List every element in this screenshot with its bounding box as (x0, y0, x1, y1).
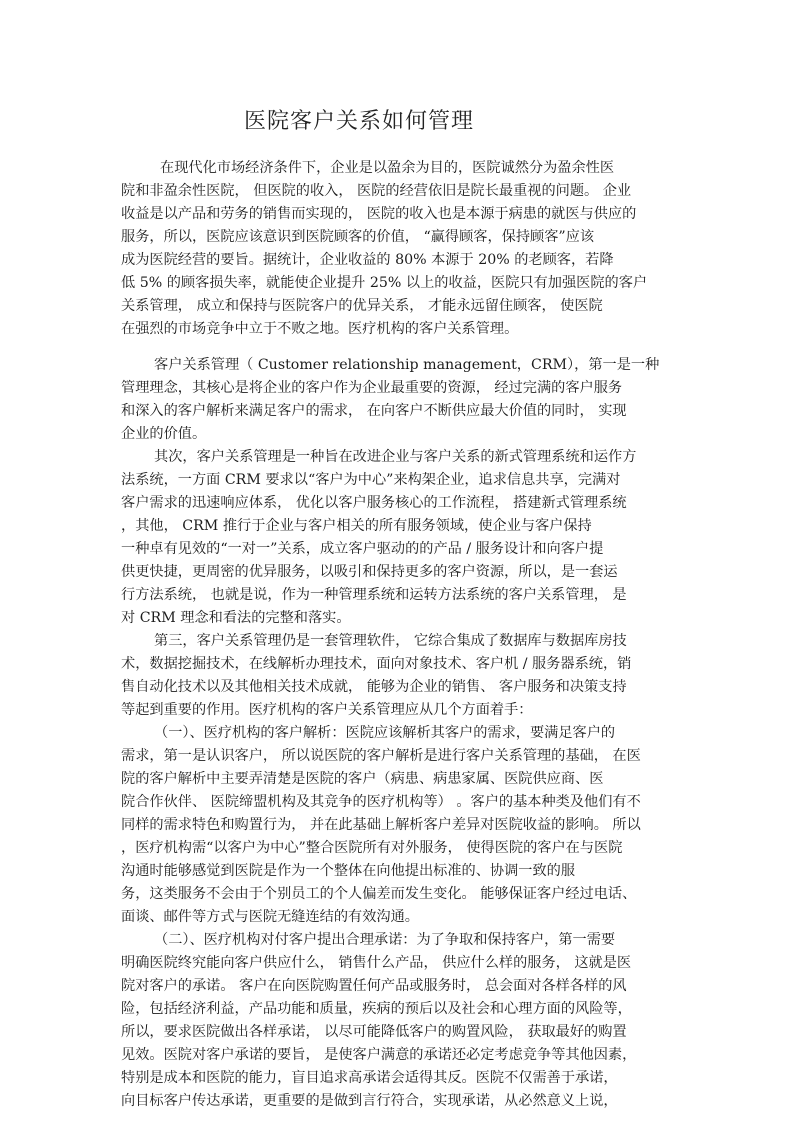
paragraph-line: 其次，客户关系管理是一种旨在改进企业与客户关系的新式管理系统和运作方 (154, 449, 637, 465)
paragraph-line: 服务，所以，医院应该意识到医院顾客的价值， “赢得顾客，保持顾客”应该 (121, 229, 595, 245)
paragraph-line: 特别是成本和医院的能力，盲目追求高承诺会适得其反。医院不仅需善于承诺， (121, 1070, 618, 1086)
paragraph-line: 院对客户的承诺。 客户在向医院购置任何产品或服务时， 总会面对各样各样的风 (121, 978, 627, 994)
paragraph-line: 见效。医院对客户承诺的要旨， 是使客户满意的承诺还必定考虑竞争等其他因素， (121, 1047, 637, 1063)
paragraph-line: ，医疗机构需“以客户为中心”整合医院所有对外服务， 使得医院的客户在与医院 (121, 840, 623, 856)
paragraph-line: 明确医院终究能向客户供应什么， 销售什么产品， 供应什么样的服务， 这就是医 (121, 955, 632, 971)
paragraph-line: 等起到重要的作用。医疗机构的客户关系管理应从几个方面着手： (121, 702, 533, 718)
paragraph-line: 和深入的客户解析来满足客户的需求， 在向客户不断供应最大价值的同时， 实现 (121, 403, 627, 419)
paragraph-line: 行方法系统， 也就是说，作为一种管理系统和运转方法系统的客户关系管理， 是 (121, 587, 627, 603)
document-title: 医院客户关系如何管理 (244, 109, 475, 134)
paragraph-line: 院合作伙伴、 医院缔盟机构及其竞争的医疗机构等） 。客户的基本种类及他们有不 (121, 794, 641, 810)
paragraph-line: 对 CRM 理念和看法的完整和落实。 (121, 610, 351, 626)
paragraph-line: 收益是以产品和劳务的销售而实现的， 医院的收入也是本源于病患的就医与供应的 (121, 206, 637, 222)
paragraph-line: 术，数据挖掘技术，在线解析办理技术，面向对象技术、客户机 / 服务器系统，销 (121, 656, 632, 672)
paragraph-line: 在现代化市场经济条件下，企业是以盈余为目的，医院诚然分为盈余性医 (160, 160, 615, 176)
paragraph-line: 院和非盈余性医院， 但医院的收入， 医院的经营依旧是院长最重视的问题。 企业 (121, 183, 632, 199)
paragraph-line: 险，包括经济利益，产品功能和质量，疾病的预后以及社会和心理方面的风险等， (121, 1001, 632, 1017)
paragraph-line: 管理理念，其核心是将企业的客户作为企业最重要的资源， 经过完满的客户服务 (121, 380, 623, 396)
paragraph-line: 企业的价值。 (121, 426, 207, 442)
paragraph-line: 售自动化技术以及其他相关技术成就， 能够为企业的销售、 客户服务和决策支持 (121, 679, 627, 695)
paragraph-line: 第三，客户关系管理仍是一套管理软件， 它综合集成了数据库与数据库房技 (154, 633, 627, 649)
paragraph-line: ，其他， CRM 推行于企业与客户相关的所有服务领域，使企业与客户保持 (121, 518, 592, 534)
paragraph-line: 需求，第一是认识客户， 所以说医院的客户解析是进行客户关系管理的基础， 在医 (121, 748, 641, 764)
paragraph-line: 务，这类服务不会由于个别员工的个人偏差而发生变化。 能够保证客户经过电话、 (121, 886, 637, 902)
paragraph-line: 同样的需求特色和购置行为， 并在此基础上解析客户差异对医院收益的影响。 所以 (121, 817, 641, 833)
paragraph-line: 客户关系管理（ Customer relationship management，CRM），第一是一种 (154, 357, 660, 373)
paragraph-line: （二）、医疗机构对付客户提出合理承诺：为了争取和保持客户，第一需要 (154, 932, 616, 948)
paragraph-line: 一种卓有见效的“一对一”关系，成立客户驱动的的产品 / 服务设计和向客户提 (121, 541, 604, 557)
paragraph-line: 客户需求的迅速响应体系， 优化以客户服务核心的工作流程， 搭建新式管理系统 (121, 495, 627, 511)
paragraph-line: 沟通时能够感觉到医院是作为一个整体在向他提出标准的、协调一致的服 (121, 863, 576, 879)
paragraph-line: 关系管理， 成立和保持与医院客户的优异关系， 才能永远留住顾客， 使医院 (121, 298, 603, 314)
paragraph-line: 低 5% 的顾客损失率，就能使企业提升 25% 以上的收益，医院只有加强医院的客户 (121, 275, 648, 291)
paragraph-line: 面谈、邮件等方式与医院无缝连结的有效沟通。 (121, 909, 419, 925)
paragraph-line: 院的客户解析中主要弄清楚是医院的客户（病患、病患家属、医院供应商、医 (121, 771, 604, 787)
paragraph-line: （一）、医疗机构的客户解析：医院应该解析其客户的需求，要满足客户的 (154, 725, 616, 741)
paragraph-line: 所以，要求医院做出各样承诺， 以尽可能降低客户的购置风险， 获取最好的购置 (121, 1024, 627, 1040)
paragraph-line: 法系统，一方面 CRM 要求以“客户为中心”来构架企业，追求信息共享，完满对 (121, 472, 621, 488)
paragraph-line: 成为医院经营的要旨。据统计，企业收益的 80% 本源于 20% 的老顾客，若降 (121, 252, 614, 268)
paragraph-line: 向目标客户传达承诺，更重要的是做到言行符合，实现承诺，从必然意义上说， (121, 1093, 618, 1109)
paragraph-line: 供更快捷，更周密的优异服务，以吸引和保持更多的客户资源，所以，是一套运 (121, 564, 618, 580)
paragraph-line: 在强烈的市场竞争中立于不败之地。医疗机构的客户关系管理。 (121, 321, 519, 337)
